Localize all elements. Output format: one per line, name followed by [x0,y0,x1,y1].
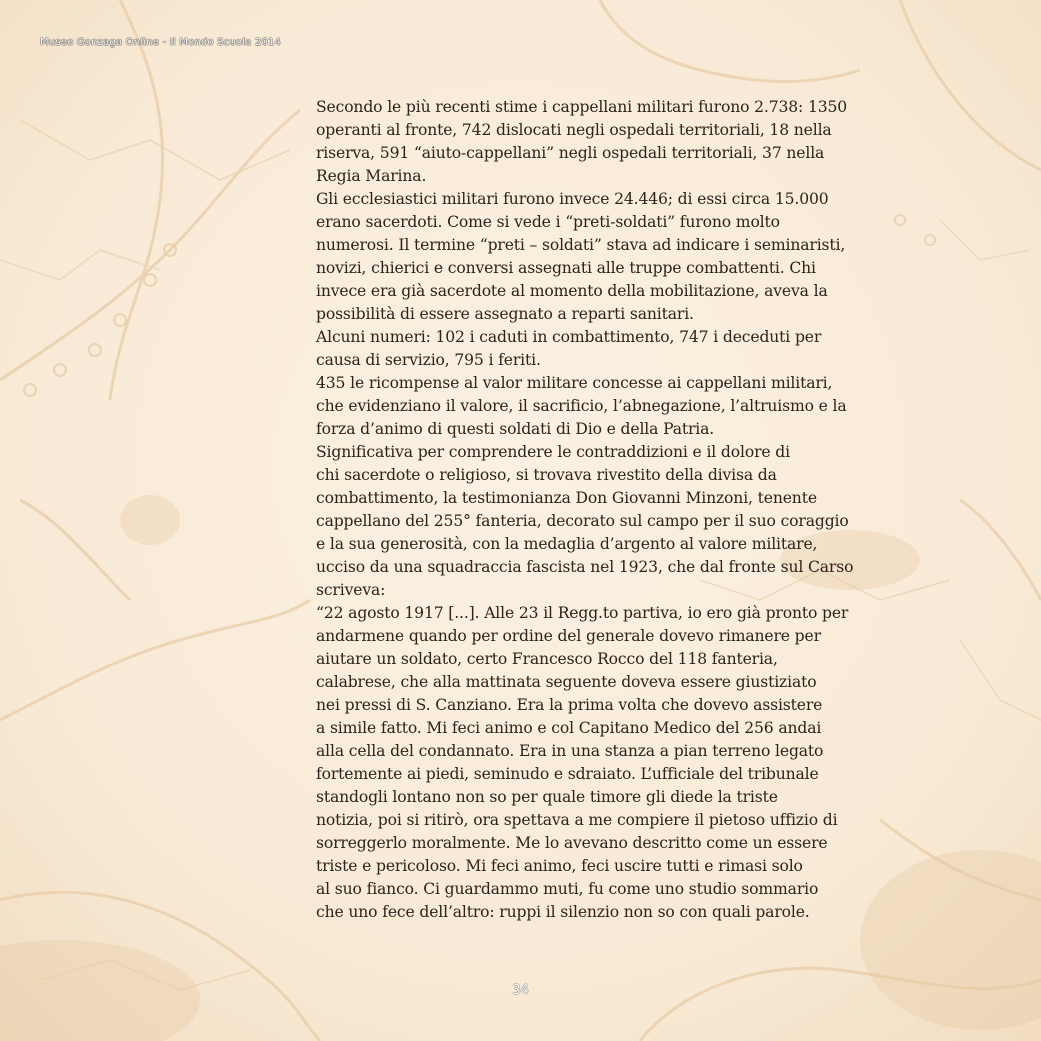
text-line: operanti al fronte, 742 dislocati negli ospedali territoriali, 18 nella [316,121,832,139]
page-number: 34 [512,983,529,998]
text-line: chi sacerdote o religioso, si trovava rivestito della divisa da [316,466,777,484]
running-header: Museo Gonzaga Online - Il Mondo Scuola 2014 [40,37,282,48]
text-line: forza d’animo di questi soldati di Dio e della Patria. [316,420,715,438]
text-line: possibilità di essere assegnato a reparti sanitari. [316,305,694,323]
text-line: nei pressi di S. Canziano. Era la prima volta che dovevo assistere [316,696,823,714]
text-line: fortemente ai piedi, seminudo e sdraiato. L’ufficiale del tribunale [316,765,819,783]
body-text [316,96,956,924]
text-line: e la sua generosità, con la medaglia d’argento al valore militare, [316,535,818,553]
text-line: a simile fatto. Mi feci animo e col Capitano Medico del 256 andai [316,719,822,737]
text-line: novizi, chierici e conversi assegnati alle truppe combattenti. Chi [316,259,816,277]
text-line: Gli ecclesiastici militari furono invece 24.446; di essi circa 15.000 [316,190,829,208]
text-line: al suo fianco. Ci guardammo muti, fu come uno studio sommario [316,880,819,898]
text-line: causa di servizio, 795 i feriti. [316,351,541,369]
text-line: Alcuni numeri: 102 i caduti in combattimento, 747 i deceduti per [316,328,822,346]
text-line: calabrese, che alla mattinata seguente doveva essere giustiziato [316,673,817,691]
text-line: riserva, 591 “aiuto-cappellani” negli ospedali territoriali, 37 nella [316,144,825,162]
text-line: invece era già sacerdote al momento della mobilitazione, aveva la [316,282,828,300]
text-line: Significativa per comprendere le contraddizioni e il dolore di [316,443,790,461]
text-line: numerosi. Il termine “preti – soldati” stava ad indicare i seminaristi, [316,236,846,254]
text-line: sorreggerlo moralmente. Me lo avevano descritto come un essere [316,834,828,852]
text-line: 435 le ricompense al valor militare concesse ai cappellani militari, [316,374,833,392]
text-line: aiutare un soldato, certo Francesco Rocco del 118 fanteria, [316,650,778,668]
text-line: cappellano del 255° fanteria, decorato sul campo per il suo coraggio [316,512,849,530]
text-line: erano sacerdoti. Come si vede i “preti-soldati” furono molto [316,213,780,231]
text-line: triste e pericoloso. Mi feci animo, feci uscire tutti e rimasi solo [316,857,803,875]
text-line: Secondo le più recenti stime i cappellani militari furono 2.738: 1350 [316,98,848,116]
text-line: andarmene quando per ordine del generale dovevo rimanere per [316,627,821,645]
text-line: Regia Marina. [316,167,427,185]
text-line: che evidenziano il valore, il sacrificio, l’abnegazione, l’altruismo e la [316,397,847,415]
text-line: ucciso da una squadraccia fascista nel 1923, che dal fronte sul Carso [316,558,854,576]
text-line: alla cella del condannato. Era in una stanza a pian terreno legato [316,742,824,760]
text-line: “22 agosto 1917 [...]. Alle 23 il Regg.to partiva, io ero già pronto per [316,604,849,622]
text-line: che uno fece dell’altro: ruppi il silenzio non so con quali parole. [316,903,810,921]
text-line: notizia, poi si ritirò, ora spettava a me compiere il pietoso uffizio di [316,811,838,829]
text-line: scriveva: [316,581,386,599]
text-line: combattimento, la testimonianza Don Giovanni Minzoni, tenente [316,489,817,507]
text-line: standogli lontano non so per quale timore gli diede la triste [316,788,778,806]
